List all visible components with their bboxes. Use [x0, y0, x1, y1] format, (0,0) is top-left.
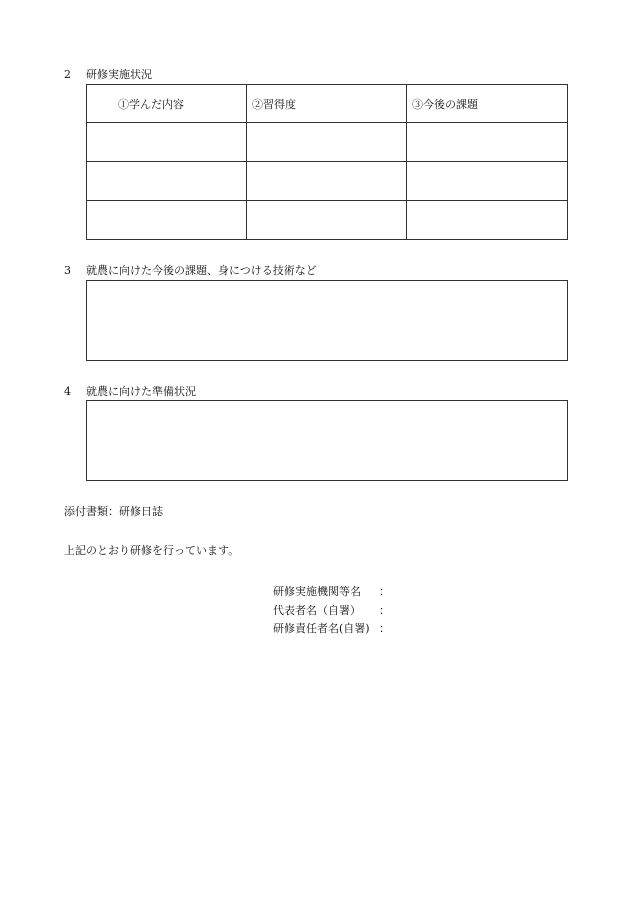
attachment-note: 添付書類：研修日誌 [64, 505, 163, 518]
table-row [87, 162, 568, 201]
section-3-heading [64, 262, 317, 278]
training-status-table [86, 84, 568, 240]
section-3-title: 就農に向けた今後の課題、身につける技術など [86, 264, 317, 277]
header-future-issues [407, 85, 568, 123]
section-2-heading [64, 66, 152, 82]
signature-separator: ： [379, 604, 390, 617]
header-learned-content-label: ①学んだ内容 [118, 97, 184, 111]
table-cell[interactable] [407, 123, 568, 162]
table-row [87, 201, 568, 240]
section-4-number: 4 [64, 385, 71, 398]
section-4-title: 就農に向けた準備状況 [86, 385, 196, 398]
table-cell[interactable] [87, 201, 247, 240]
signature-label: 代表者名（自署） [273, 604, 361, 617]
table-header-row [87, 85, 568, 123]
signature-row-supervisor [273, 620, 390, 636]
table-cell[interactable] [247, 123, 407, 162]
signature-separator: ： [379, 622, 390, 635]
table-cell[interactable] [407, 201, 568, 240]
header-learned-content [87, 85, 247, 123]
header-future-issues-label: ③今後の課題 [412, 97, 478, 111]
statement-text: 上記のとおり研修を行っています。 [64, 544, 240, 557]
header-proficiency [247, 85, 407, 123]
future-issues-text-box[interactable] [86, 280, 568, 361]
section-2-title: 研修実施状況 [86, 68, 152, 81]
signature-row-representative [273, 602, 390, 618]
table-row [87, 123, 568, 162]
section-3-number: 3 [64, 264, 71, 277]
table-cell[interactable] [87, 162, 247, 201]
signature-row-institution [273, 583, 390, 599]
section-2-number: 2 [64, 68, 71, 81]
table-cell[interactable] [247, 162, 407, 201]
signature-label: 研修責任者名(自署) [273, 622, 370, 635]
signature-label: 研修実施機関等名 [273, 585, 361, 598]
section-4-heading [64, 383, 196, 399]
table-cell[interactable] [247, 201, 407, 240]
header-proficiency-label: ②習得度 [252, 97, 296, 111]
table-cell[interactable] [407, 162, 568, 201]
signature-separator: ： [379, 585, 390, 598]
preparation-status-text-box[interactable] [86, 400, 568, 481]
table-cell[interactable] [87, 123, 247, 162]
